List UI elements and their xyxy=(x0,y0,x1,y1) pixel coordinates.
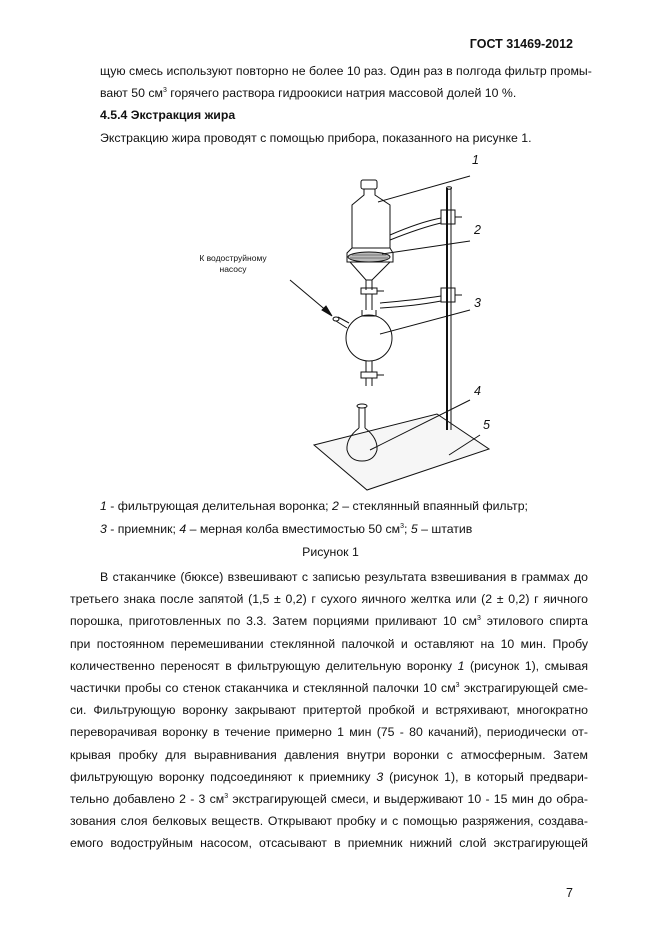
separatory-funnel xyxy=(352,189,390,248)
section-intro: Экстракцию жира проводят с помощью прибора, показанного на рисунке 1. xyxy=(100,131,532,145)
callout-1: 1 xyxy=(472,153,479,167)
callout-2: 2 xyxy=(474,223,481,237)
method-paragraph xyxy=(70,566,589,855)
text-line: переворачивая воронку в течение примерно 1 мин (75 - 80 качаний), периодически от- xyxy=(70,725,588,740)
figure-caption: Рисунок 1 xyxy=(302,545,359,559)
apparatus-drawing xyxy=(0,150,661,500)
callout-3: 3 xyxy=(474,296,481,310)
figure-legend-line-1: 1 - фильтрующая делительная воронка; 2 – стеклянный впаянный фильтр; xyxy=(100,499,528,513)
text-line: частички пробы со стенок стаканчика и стеклянной палочки 10 $см^3$ экстрагирующей сме- xyxy=(70,681,589,696)
text-line: третьего знака после запятой (1,5 ± 0,2) г сухого яичного желтка или (2 ± 0,2) г яичного xyxy=(70,592,588,607)
text-line: количественно переносят в фильтрующую делительную воронку 1 (рисунок 1), смывая xyxy=(70,658,588,673)
pump-arrow xyxy=(290,280,328,312)
text-line: порошка, приготовленных по 3.3. Затем порциями приливают 10 $см^3$ этилового спирта xyxy=(70,614,588,629)
receiver-flask xyxy=(346,315,392,361)
stand-base xyxy=(314,414,489,490)
text-line: вают 50 $см^3$ горячего раствора гидроокиси натрия массовой долей 10 %. xyxy=(100,86,517,101)
text-line: си. Фильтрующую воронку закрывают притертой пробкой и встряхивают, многократно xyxy=(70,703,588,718)
pump-label-line2: насосу xyxy=(219,264,247,274)
text-line: тельно добавлено 2 - 3 $см^3$ экстрагирующей смеси, и выдерживают 10 - 15 мин до обра- xyxy=(70,792,588,807)
standard-code-header: ГОСТ 31469-2012 xyxy=(469,37,573,51)
figure-legend-line-2: 3 - приемник; 4 – мерная колба вместимостью 50 $см^3$; 5 – штатив xyxy=(100,522,473,536)
text-line: при постоянном перемешивании стеклянной палочкой и оставляют на 10 мин. Пробу xyxy=(70,636,588,651)
receiver-stopcock xyxy=(361,372,377,378)
funnel-stopcock xyxy=(361,288,377,294)
pump-label-line1: К водоструйному xyxy=(199,253,267,263)
section-heading: 4.5.4 Экстракция жира xyxy=(100,108,236,122)
text-line: крывая пробку для выравнивания давления внутри воронки с атмосферным. Затем xyxy=(70,747,588,762)
text-line: В стаканчике (бюксе) взвешивают с записью результата взвешивания в граммах до xyxy=(100,570,588,584)
text-line: зования слоя белковых веществ. Открывают пробку и с помощью разряжения, создава- xyxy=(70,814,588,829)
text-line: емого водоструйным насосом, отсасывают в приемник нижний слой экстрагирующей xyxy=(70,836,588,851)
top-paragraph xyxy=(100,60,592,104)
text-line: фильтрующую воронку подсоединяют к приемнику 3 (рисунок 1), в который предвари- xyxy=(70,769,588,784)
apparatus-figure xyxy=(0,150,661,500)
callout-5: 5 xyxy=(483,418,490,432)
callout-4: 4 xyxy=(474,384,481,398)
text-line: щую смесь используют повторно не более 10 раз. Один раз в полгода фильтр промы- xyxy=(100,64,592,78)
page-number: 7 xyxy=(566,886,573,900)
funnel-stopper xyxy=(361,180,377,189)
